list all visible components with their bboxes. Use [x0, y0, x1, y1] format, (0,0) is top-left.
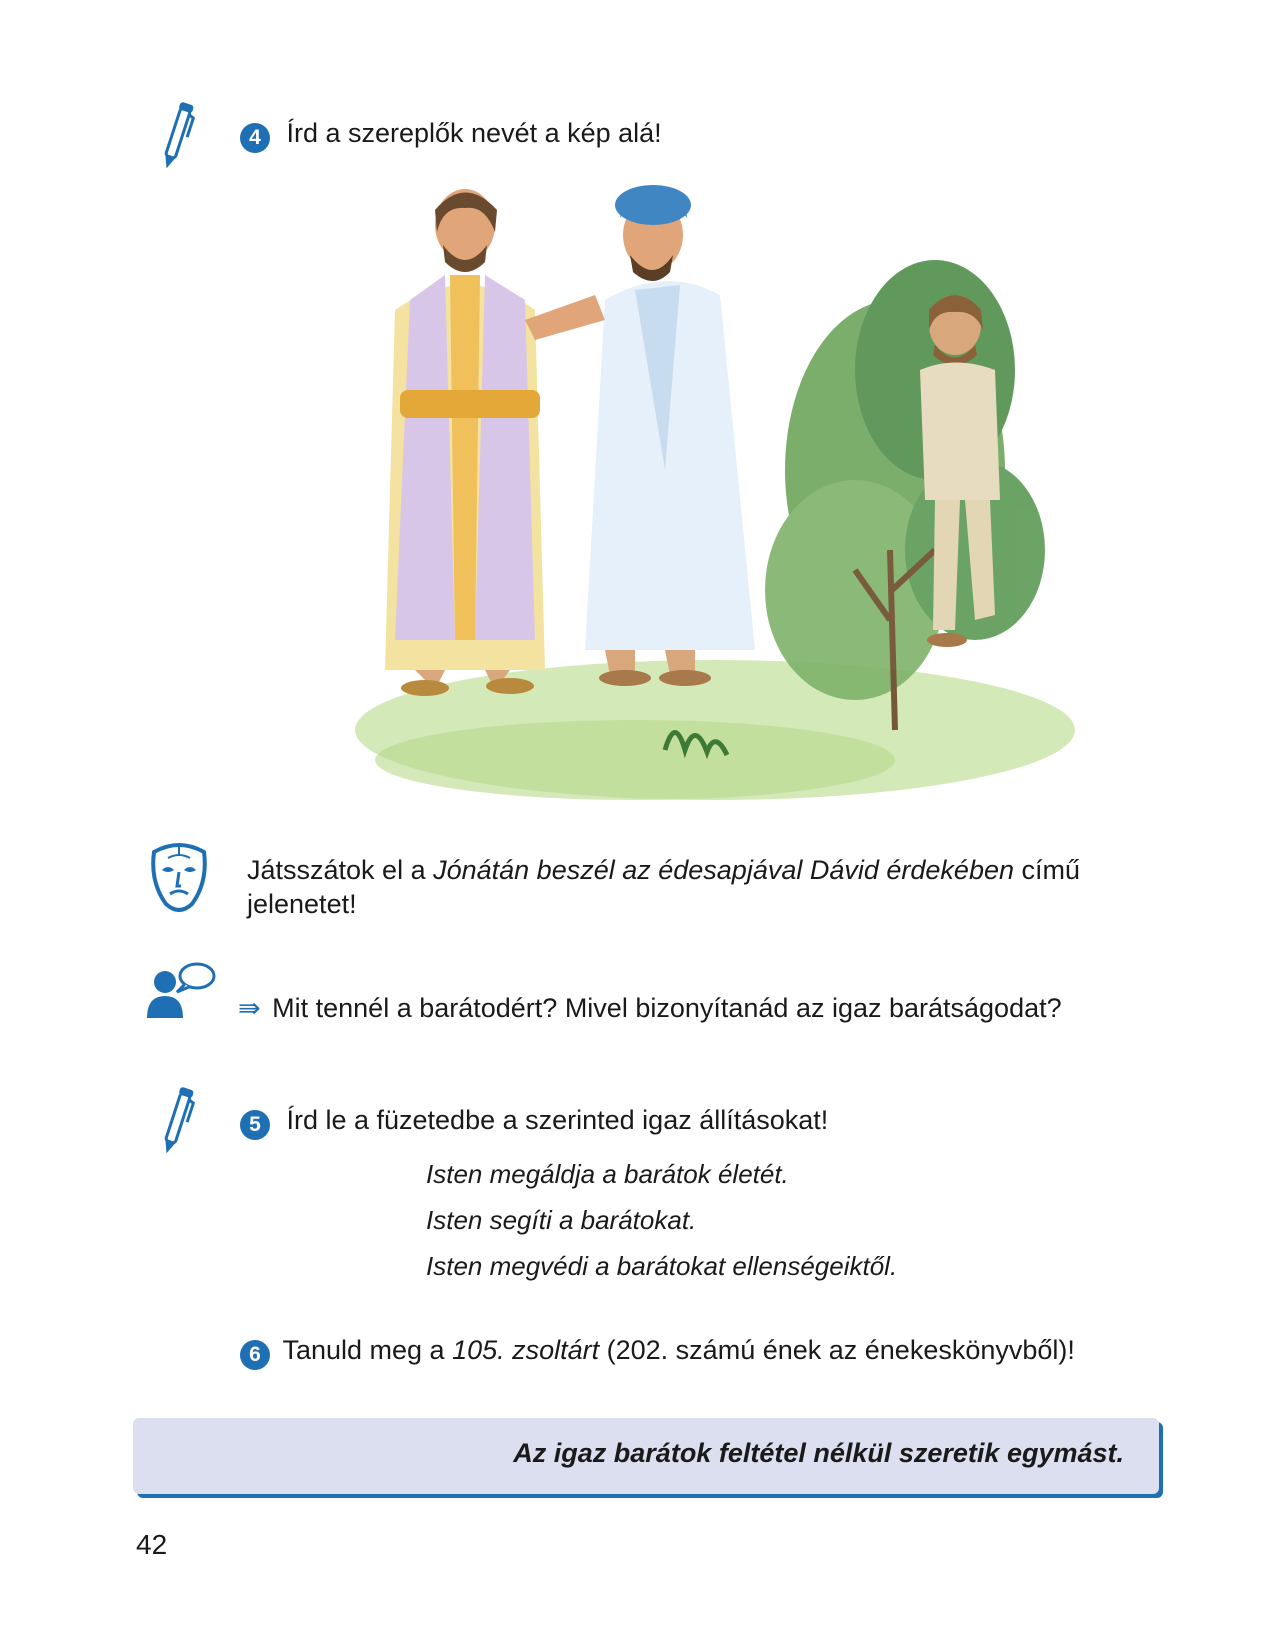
illustration-jonathan-saul-david [335, 170, 1095, 820]
statement-item: Isten megáldja a barátok életét. [426, 1159, 789, 1189]
summary-box [133, 1418, 1159, 1494]
pen-icon [155, 1083, 199, 1164]
task-6-suffix: (202. számú ének az énekeskönyvből)! [599, 1335, 1075, 1365]
task-4 [240, 116, 662, 153]
pen-icon [155, 98, 199, 179]
discussion-text: Mit tennél a barátodért? Mivel bizonyítanád az igaz barátságodat? [272, 993, 1062, 1023]
statement-item: Isten segíti a barátokat. [426, 1205, 697, 1235]
page-number: 42 [136, 1529, 168, 1560]
drama-suffix: című [1014, 855, 1081, 885]
statement-item: Isten megvédi a barátokat ellenségeiktől. [426, 1251, 898, 1281]
drama-line-2: jelenetet! [247, 889, 357, 919]
task-number-badge: 4 [240, 123, 270, 153]
task-5-text: Írd le a füzetedbe a szerinted igaz állításokat! [286, 1105, 829, 1135]
task-number-badge: 5 [240, 1110, 270, 1140]
task-6 [240, 1333, 1075, 1370]
task-number-badge: 6 [240, 1340, 270, 1370]
statement-list [426, 1151, 897, 1289]
double-arrow-icon: ⇛ [238, 993, 261, 1023]
task-6-prefix: Tanuld meg a [282, 1335, 453, 1365]
summary-text: Az igaz barátok feltétel nélkül szeretik egymást. [513, 1438, 1124, 1468]
discussion-question [238, 991, 1062, 1025]
drama-prefix: Játsszátok el a [247, 855, 434, 885]
drama-scene-title: Jónátán beszél az édesapjával Dávid érdekében [433, 855, 1014, 885]
drama-instruction [247, 853, 1147, 921]
task-4-text: Írd a szereplők nevét a kép alá! [286, 118, 662, 148]
mask-icon [148, 842, 210, 919]
task-5 [240, 1103, 828, 1140]
task-6-psalm: 105. zsoltárt [452, 1335, 600, 1365]
speech-person-icon [145, 960, 217, 1025]
